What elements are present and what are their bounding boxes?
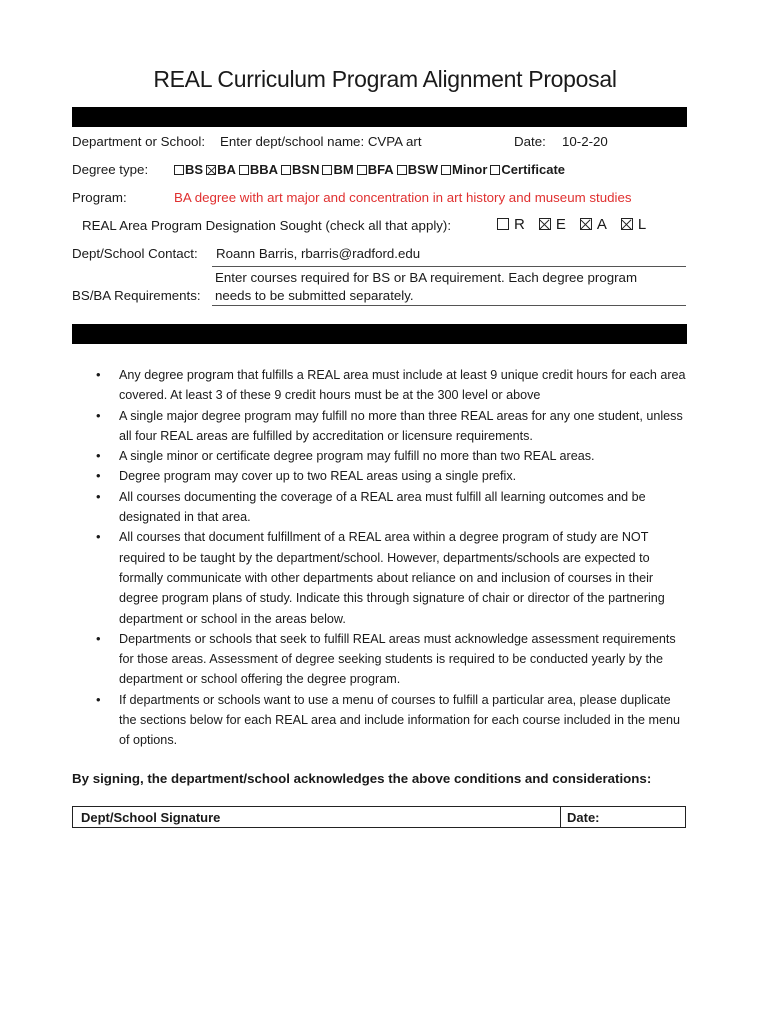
- real-area-options: [497, 216, 660, 233]
- contact-field[interactable]: Roann Barris, rbarris@radford.edu: [216, 246, 421, 261]
- section-divider-bar: [72, 324, 687, 344]
- condition-item: • All courses that document fulfillment of a REAL area within a degree program of study are NOT required to be taught by the department/school. However, departments/schools are expected to formally communicate with other departments about reliance on and inclusion of courses in their degree program plans of study. Indicate this through signature of chair or director of the partnering department or school in the areas below.: [96, 527, 688, 628]
- degree-option-label: BSW: [407, 162, 439, 177]
- condition-item: • A single major degree program may fulfill no more than three REAL areas for any one student, unless all four REAL areas are fulfilled by accreditation or licensure requirements.: [96, 406, 688, 447]
- checked-checkbox-icon[interactable]: [539, 218, 551, 230]
- condition-item: • If departments or schools want to use a menu of courses to fulfill a particular area, please duplicate the sections below for each REAL area and include information for each course included in the menu of options.: [96, 690, 688, 751]
- date-label: Date:: [514, 134, 546, 149]
- degree-option-bfa[interactable]: [357, 162, 394, 177]
- real-area-option-l[interactable]: [621, 216, 646, 233]
- checkbox-icon[interactable]: [322, 165, 332, 175]
- checkbox-icon[interactable]: [497, 218, 509, 230]
- table-divider: [560, 807, 561, 827]
- condition-item: • All courses documenting the coverage of a REAL area must fulfill all learning outcomes and be designated in that area.: [96, 487, 688, 528]
- real-area-option-label: A: [596, 216, 607, 233]
- real-area-option-r[interactable]: [497, 216, 525, 233]
- condition-item: • Degree program may cover up to two REAL areas using a single prefix.: [96, 466, 688, 486]
- checkbox-icon[interactable]: [174, 165, 184, 175]
- checkbox-icon[interactable]: [441, 165, 451, 175]
- program-label: Program:: [72, 190, 127, 205]
- requirements-line-2[interactable]: needs to be submitted separately.: [215, 288, 414, 303]
- signature-date-field[interactable]: Date:: [567, 810, 600, 825]
- checked-checkbox-icon[interactable]: [580, 218, 592, 230]
- acknowledgement-text: By signing, the department/school acknowledges the above conditions and considerations:: [72, 771, 652, 786]
- degree-type-options: [174, 162, 568, 177]
- degree-option-label: Minor: [452, 162, 488, 177]
- real-area-option-label: E: [555, 216, 566, 233]
- degree-option-label: BA: [217, 162, 236, 177]
- checked-checkbox-icon[interactable]: [206, 165, 216, 175]
- field-underline: [212, 305, 686, 306]
- contact-label: Dept/School Contact:: [72, 246, 198, 261]
- checkbox-icon[interactable]: [239, 165, 249, 175]
- requirements-label: BS/BA Requirements:: [72, 288, 201, 303]
- conditions-list: [96, 365, 688, 751]
- date-field[interactable]: 10-2-20: [562, 134, 608, 149]
- degree-option-ba[interactable]: [206, 162, 236, 177]
- degree-option-label: BSN: [292, 162, 320, 177]
- degree-option-label: BS: [185, 162, 204, 177]
- degree-type-label: Degree type:: [72, 162, 149, 177]
- degree-option-label: Certificate: [501, 162, 565, 177]
- degree-option-label: BBA: [249, 162, 279, 177]
- field-underline: [212, 266, 686, 267]
- signature-field[interactable]: Dept/School Signature: [81, 810, 221, 825]
- real-area-option-e[interactable]: [539, 216, 566, 233]
- degree-option-bsw[interactable]: [397, 162, 438, 177]
- real-area-option-label: R: [514, 216, 525, 233]
- checked-checkbox-icon[interactable]: [621, 218, 633, 230]
- degree-option-bba[interactable]: [239, 162, 278, 177]
- real-area-option-label: L: [637, 216, 647, 233]
- department-field[interactable]: Enter dept/school name: CVPA art: [220, 134, 422, 149]
- program-field[interactable]: BA degree with art major and concentration in art history and museum studies: [174, 190, 632, 205]
- degree-option-bs[interactable]: [174, 162, 203, 177]
- checkbox-icon[interactable]: [397, 165, 407, 175]
- degree-option-label: BM: [333, 162, 354, 177]
- degree-option-minor[interactable]: [441, 162, 487, 177]
- degree-option-label: BFA: [367, 162, 394, 177]
- condition-item: • A single minor or certificate degree program may fulfill no more than two REAL areas.: [96, 446, 688, 466]
- degree-option-certificate[interactable]: [490, 162, 565, 177]
- real-area-option-a[interactable]: [580, 216, 607, 233]
- real-area-label: REAL Area Program Designation Sought (check all that apply):: [82, 218, 452, 233]
- checkbox-icon[interactable]: [490, 165, 500, 175]
- condition-item: • Any degree program that fulfills a REAL area must include at least 9 unique credit hours for each area covered. At least 3 of these 9 credit hours must be at the 300 level or above: [96, 365, 688, 406]
- page-title: REAL Curriculum Program Alignment Proposal: [153, 66, 617, 92]
- checkbox-icon[interactable]: [281, 165, 291, 175]
- department-label: Department or School:: [72, 134, 206, 149]
- requirements-line-1[interactable]: Enter courses required for BS or BA requirement. Each degree program: [215, 270, 638, 285]
- degree-option-bm[interactable]: [322, 162, 353, 177]
- section-divider-bar: [72, 107, 687, 127]
- checkbox-icon[interactable]: [357, 165, 367, 175]
- signature-table: [72, 806, 686, 828]
- condition-item: • Departments or schools that seek to fulfill REAL areas must acknowledge assessment requirements for those areas. Assessment of degree seeking students is required to be conducted yearly by the department or school offering the degree program.: [96, 629, 688, 690]
- degree-option-bsn[interactable]: [281, 162, 319, 177]
